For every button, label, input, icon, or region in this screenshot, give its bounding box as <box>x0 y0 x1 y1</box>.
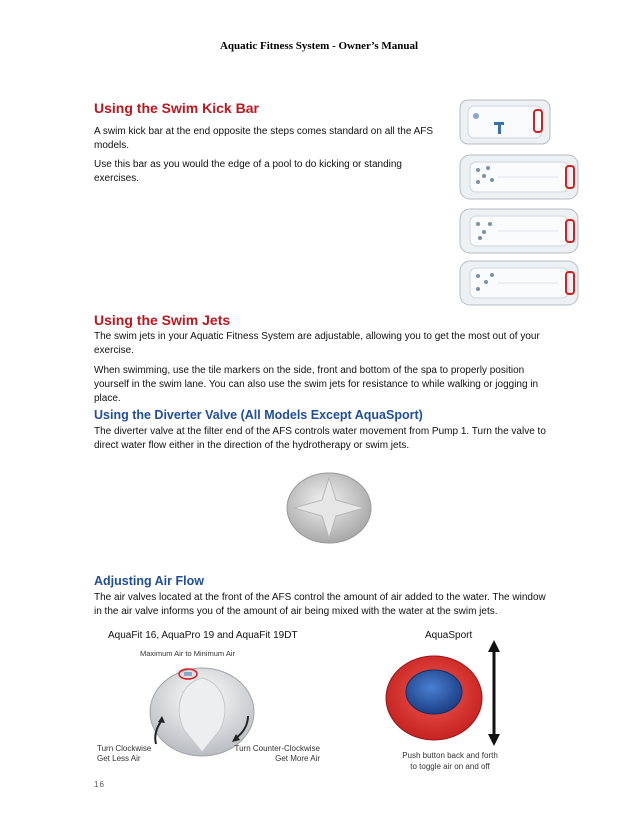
caption-right-aquasport: AquaSport <box>425 630 473 641</box>
page-header: Aquatic Fitness System - Owner’s Manual <box>219 40 419 52</box>
kick-bar-heading: Using the Swim Kick Bar <box>94 100 259 116</box>
spa-top-view-4 <box>458 258 582 310</box>
aquasport-air-button-image <box>384 636 510 748</box>
valve-right-label <box>226 744 320 764</box>
diverter-valve-image <box>284 470 374 546</box>
air-flow-heading: Adjusting Air Flow <box>94 574 204 588</box>
valve-left-label <box>97 744 151 764</box>
caption-left-models: AquaFit 16, AquaPro 19 and AquaFit 19DT <box>108 630 298 641</box>
valve-top-label: Maximum Air to Minimum Air <box>140 649 236 658</box>
button-label-line-1: Push button back and forth <box>402 751 498 760</box>
page-number: 16 <box>94 780 105 789</box>
air-flow-paragraph-1: The air valves located at the front of the AFS control the amount of air added to the water. The window in the air valve informs you of the amount of air being mixed with the water at the swim jets. <box>94 592 546 617</box>
kick-bar-paragraph-1: A swim kick bar at the end opposite the steps comes standard on all the AFS models. <box>94 126 434 151</box>
kick-bar-paragraph-2: Use this bar as you would the edge of a pool to do kicking or standing exercises. <box>94 159 402 184</box>
valve-left-label-line-2: Get Less Air <box>97 754 141 763</box>
spa-top-view-2 <box>458 152 582 204</box>
diverter-heading: Using the Diverter Valve (All Models Except AquaSport) <box>94 408 423 422</box>
valve-left-label-line-1: Turn Clockwise <box>97 744 152 753</box>
swim-jets-paragraph-1: The swim jets in your Aquatic Fitness System are adjustable, allowing you to get the most out of your exercise. <box>94 331 540 356</box>
spa-top-view-1 <box>458 96 554 150</box>
button-label <box>390 750 510 772</box>
button-label-line-2: to toggle air on and off <box>410 762 490 771</box>
diverter-paragraph-1: The diverter valve at the filter end of the AFS controls water movement from Pump 1. Turn the valve to direct water flow either in the direction of the hydrotherapy or swim jets. <box>94 426 546 451</box>
valve-right-label-line-1: Turn Counter-Clockwise <box>234 744 320 753</box>
valve-right-label-line-2: Get More Air <box>275 754 320 763</box>
spa-top-view-3 <box>458 206 582 258</box>
swim-jets-paragraph-2: When swimming, use the tile markers on the side, front and bottom of the spa to properly position yourself in the swim lane. You can also use the swim jets for resistance to while walking or jogging in place. <box>94 365 539 404</box>
swim-jets-heading: Using the Swim Jets <box>94 312 231 328</box>
